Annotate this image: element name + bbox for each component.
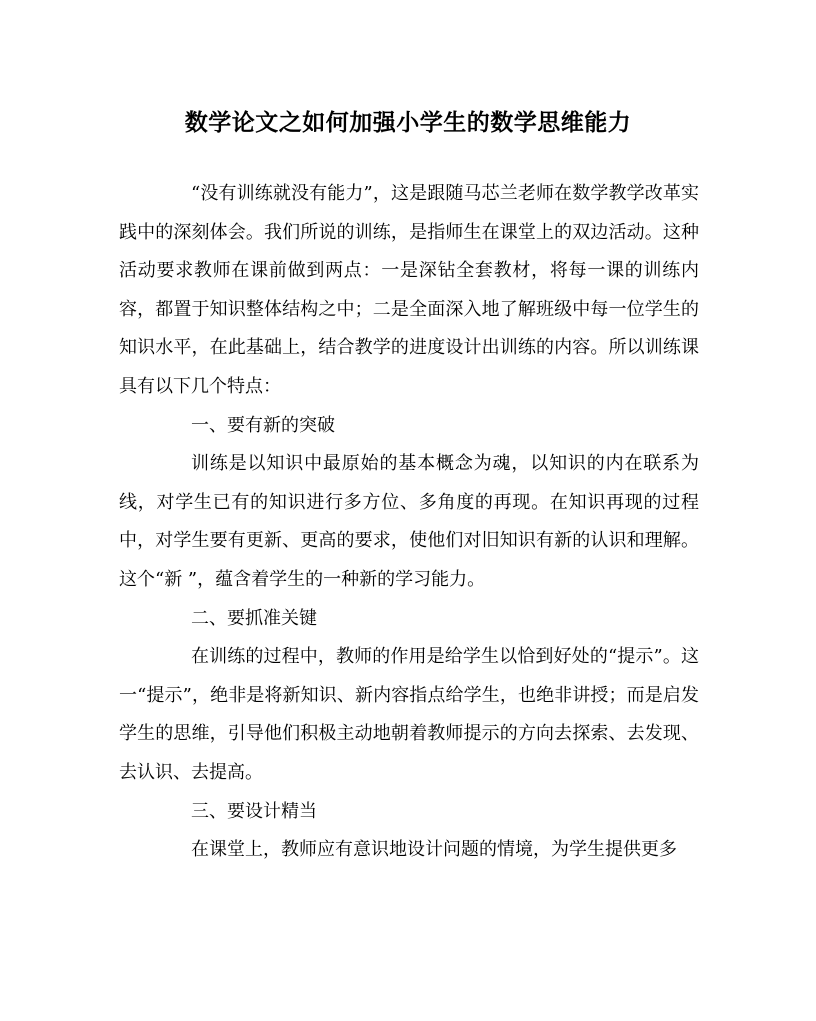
section-heading-1: 一、要有新的突破 — [191, 414, 335, 436]
paragraph-section-2: 在训练的过程中，教师的作用是给学生以恰到好处的“提示”。这一“提示”，绝非是将新知识、新内容指点给学生，也绝非讲授；而是启发学生的思维，引导他们积极主动地朝着教师提示的方向去探索、去发现、去认识、去提高。 — [119, 646, 699, 783]
section-heading-3: 三、要设计精当 — [191, 800, 317, 822]
paragraph-intro: “没有训练就没有能力”，这是跟随马芯兰老师在数学教学改革实践中的深刻体会。我们所说的训练，是指师生在课堂上的双边活动。这种活动要求教师在课前做到两点：一是深钻全套教材，将每一课的训练内容，都置于知识整体结构之中；二是全面深入地了解班级中每一位学生的知识水平，在此基础上，结合教学的进度设计出训练的内容。所以训练课具有以下几个特点： — [119, 183, 699, 397]
paragraph-section-3: 在课堂上，教师应有意识地设计问题的情境，为学生提供更多 — [191, 839, 677, 861]
section-heading-2: 二、要抓准关键 — [191, 607, 317, 629]
document-title: 数学论文之如何加强小学生的数学思维能力 — [184, 109, 632, 136]
paragraph-section-1: 训练是以知识中最原始的基本概念为魂，以知识的内在联系为线，对学生已有的知识进行多方位、多角度的再现。在知识再现的过程中，对学生要有更新、更高的要求，使他们对旧知识有新的认识和理解。这个“新 ”，蕴含着学生的一种新的学习能力。 — [119, 453, 699, 590]
document-body — [119, 175, 699, 870]
